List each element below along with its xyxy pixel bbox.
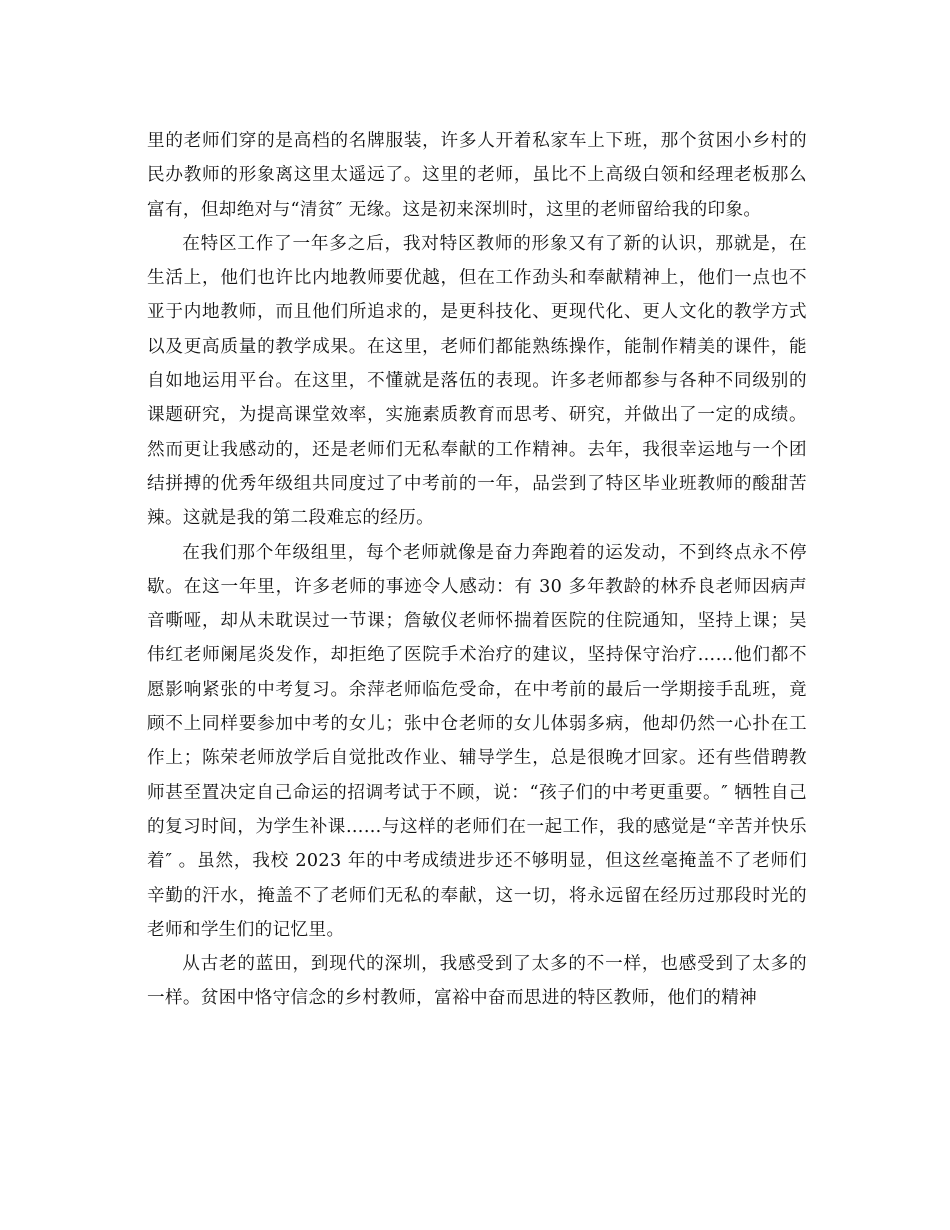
paragraph-1: 里的老师们穿的是高档的名牌服装，许多人开着私家车上下班，那个贫困小乡村的民办教师的形象离这里太遥远了。这里的老师，虽比不上高级白领和经理老板那么富有，但却绝对与“清贫″ 无缘。这是初来深圳时，这里的老师留给我的印象。: [147, 131, 807, 220]
paragraph-4: 从古老的蓝田，到现代的深圳，我感受到了太多的不一样，也感受到了太多的一样。贫困中恪守信念的乡村教师，富裕中奋而思进的特区教师，他们的精神: [147, 954, 807, 1009]
paragraph-2: 在特区工作了一年多之后，我对特区教师的形象又有了新的认识，那就是，在生活上，他们也许比内地教师要优越，但在工作劲头和奉献精神上，他们一点也不亚于内地教师，而且他们所追求的，是更科技化、更现代化、更人文化的教学方式以及更高质量的教学成果。在这里，老师们都能熟练操作，能制作精美的课件，能自如地运用平台。在这里，不懂就是落伍的表现。许多老师都参与各种不同级别的课题研究，为提高课堂效率，实施素质教育而思考、研究，并做出了一定的成绩。然而更让我感动的，还是老师们无私奉献的工作精神。去年，我很幸运地与一个团结拼搏的优秀年级组共同度过了中考前的一年，品尝到了特区毕业班教师的酸甜苦辣。这就是我的第二段难忘的经历。: [147, 233, 807, 529]
paragraph-3: 在我们那个年级组里，每个老师就像是奋力奔跑着的运发动，不到终点永不停歇。在这一年里，许多老师的事迹令人感动：有 30 多年教龄的林乔良老师因病声音嘶哑，却从未耽误过一节课；詹敏仪老师怀揣着医院的住院通知，坚持上课；吴伟红老师阑尾炎发作，却拒绝了医院手术治疗的建议，坚持保守治疗……他们都不愿影响紧张的中考复习。余萍老师临危受命，在中考前的最后一学期接手乱班，竟顾不上同样要参加中考的女儿；张中仓老师的女儿体弱多病，他却仍然一心扑在工作上；陈荣老师放学后自觉批改作业、辅导学生，总是很晚才回家。还有些借聘教师甚至置决定自己命运的招调考试于不顾，说：“孩子们的中考更重要。″ 牺牲自己的复习时间，为学生补课……与这样的老师们在一起工作，我的感觉是“辛苦并快乐着″ 。虽然，我校 2023 年的中考成绩进步还不够明显，但这丝毫掩盖不了老师们辛勤的汗水，掩盖不了老师们无私的奉献，这一切，将永远留在经历过那段时光的老师和学生们的记忆里。: [147, 542, 807, 940]
body-text: [147, 124, 807, 1016]
